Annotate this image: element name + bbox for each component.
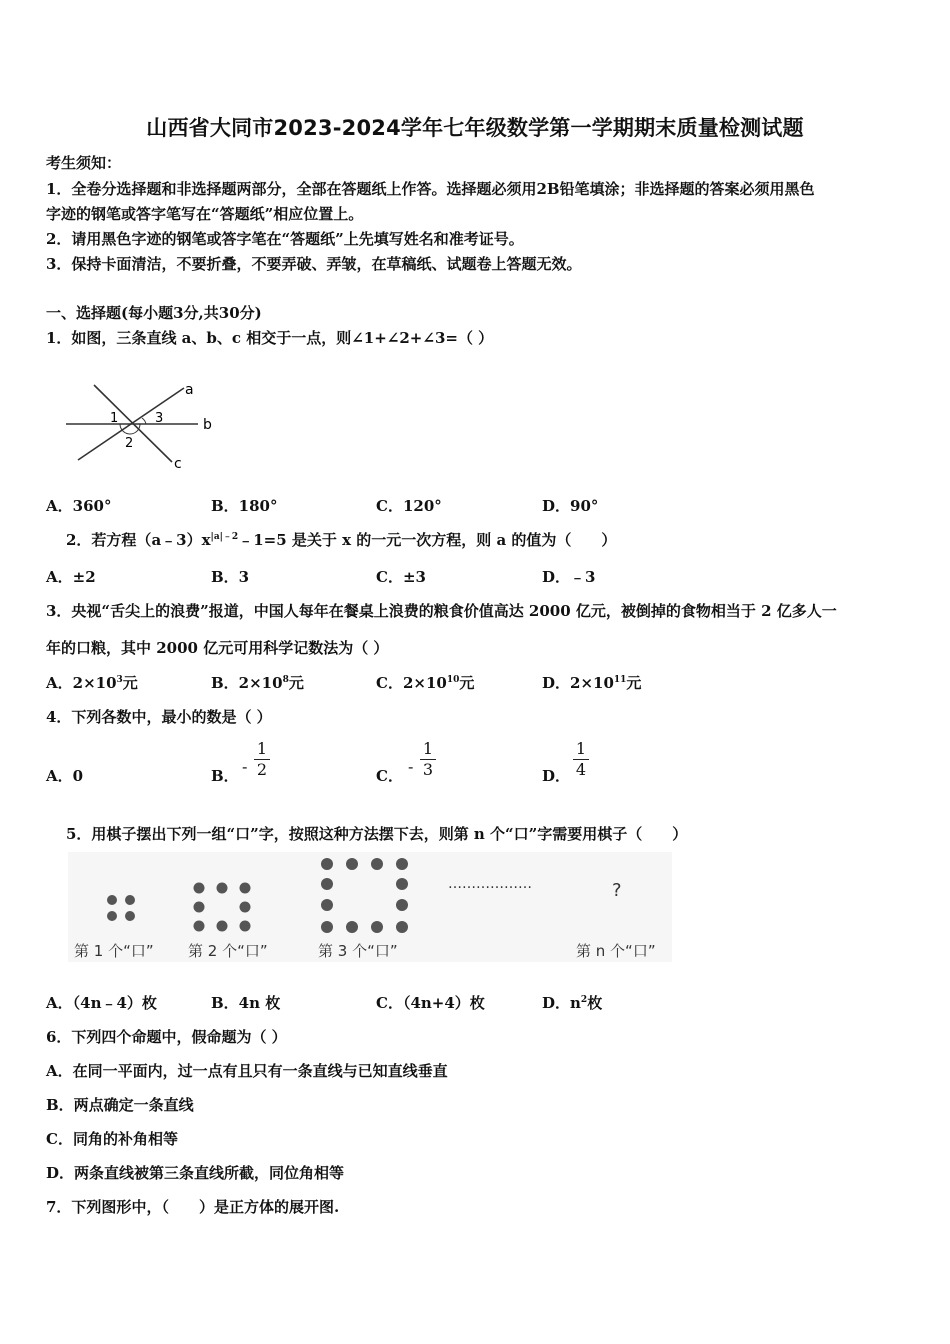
q5-stem: 5．用棋子摆出下列一组“口”字，按照这种方法摆下去，则第 n 个“口”字需要用棋子（ ） [66,825,688,843]
q3-a-unit: 元 [122,674,138,692]
q4-d-fraction [573,740,589,779]
figure-label-2: 第 2 个“口” [188,942,268,960]
q3-stem-line1: 3．央视“舌尖上的浪费”报道，中国人每年在餐桌上浪费的粮食价值高达 2000 亿元，被倒掉的食物相当于 2 亿多人一 [46,602,837,620]
q4-option-d-label: D． [542,767,571,785]
q3-stem-line2: 年的口粮，其中 2000 亿元可用科学记数法为（ ） [46,639,389,657]
q5-d-unit: 枚 [587,994,603,1012]
q4-option-c-label: C． [376,767,403,785]
label-angle-1: 1 [110,411,119,426]
q3-c-exp: 10 [446,675,460,685]
q5-option-c: C．（4n+4）枚 [376,994,485,1012]
q6-option-a: A．在同一平面内，过一点有且只有一条直线与已知直线垂直 [46,1062,448,1080]
figure-label-n: 第 n 个“口” [576,942,656,960]
q4-b-numerator: 1 [256,739,268,758]
q3-c-unit: 元 [459,674,475,692]
q1-stem: 1．如图，三条直线 a、b、c 相交于一点，则∠1+∠2+∠3=（ ） [46,329,494,347]
q3-option-c [376,672,474,693]
q2-stem-post: ﹣1=5 是关于 x 的一元一次方程，则 a 的值为（ ） [238,531,617,549]
label-angle-3: 3 [155,411,164,426]
q4-c-denominator: 3 [422,760,434,779]
q3-option-d [542,672,641,693]
q1-option-a: A．360° [46,497,112,515]
q4-b-denominator: 2 [256,760,268,779]
q3-option-a [46,672,138,693]
q4-stem: 4．下列各数中，最小的数是（ ） [46,708,272,726]
notice-heading: 考生须知： [46,154,122,172]
q4-c-minus: - [408,757,414,776]
q6-stem: 6．下列四个命题中，假命题为（ ） [46,1028,287,1046]
q3-a-base: A．2×10 [46,674,117,692]
q4-d-numerator: 1 [575,739,587,758]
q5-figure-chess-pieces [68,852,672,962]
q7-stem: 7．下列图形中，（ ）是正方体的展开图. [46,1198,340,1216]
q3-d-unit: 元 [626,674,642,692]
notice-item: 3．保持卡面清洁，不要折叠，不要弄破、弄皱，在草稿纸、试题卷上答题无效。 [46,255,582,273]
q4-c-numerator: 1 [422,739,434,758]
q2-option-b: B．3 [211,568,250,586]
q2-stem-pre: 2．若方程（a﹣3）x [66,531,211,549]
q4-option-b-label: B． [211,767,239,785]
q5-option-d [542,992,602,1013]
q2-exponent: |a|﹣2 [210,532,239,542]
q1-option-c: C．120° [376,497,442,515]
q5-option-b: B．4n 枚 [211,994,281,1012]
q3-option-b [211,672,304,693]
q2-option-c: C．±3 [376,568,426,586]
q2-option-d: D．﹣3 [542,568,596,586]
q2-stem [66,529,616,550]
q3-b-unit: 元 [288,674,304,692]
figure-label-1: 第 1 个“口” [74,942,154,960]
notice-item: 1．全卷分选择题和非选择题两部分，全部在答题纸上作答。选择题必须用2B铅笔填涂；非选择题的答案必须用黑色 [46,180,815,198]
q1-option-d: D．90° [542,497,599,515]
q3-d-base: D．2×10 [542,674,614,692]
q2-option-a: A．±2 [46,568,96,586]
q5-d-exp: 2 [580,995,588,1005]
figure-label-3: 第 3 个“口” [318,942,398,960]
q1-option-b: B．180° [211,497,278,515]
q6-option-c: C．同角的补角相等 [46,1130,178,1148]
page-title: 山西省大同市2023-2024学年七年级数学第一学期期末质量检测试题 [146,116,804,140]
q3-a-exp: 3 [116,675,123,685]
q6-option-b: B．两点确定一条直线 [46,1096,194,1114]
section-heading: 一、选择题(每小题3分,共30分) [46,304,262,322]
label-angle-2: 2 [125,436,134,451]
q4-c-fraction [420,740,436,779]
q3-c-base: C．2×10 [376,674,447,692]
figure-ellipsis: ……………… [448,876,532,892]
q5-option-a: A．（4n﹣4）枚 [46,994,157,1012]
q6-option-d: D．两条直线被第三条直线所截，同位角相等 [46,1164,345,1182]
label-a: a [185,382,194,398]
label-b: b [203,417,212,433]
q3-b-exp: 8 [282,675,289,685]
q3-d-exp: 11 [613,675,627,685]
q4-b-minus: - [242,757,248,776]
notice-item: 字迹的钢笔或答字笔写在“答题纸”相应位置上。 [46,205,364,223]
q4-option-a: A．0 [46,767,84,785]
angle-3-arc [142,418,146,424]
q3-b-base: B．2×10 [211,674,283,692]
q5-d-base: D．n [542,994,581,1012]
notice-item: 2．请用黑色字迹的钢笔或答字笔在“答题纸”上先填写姓名和准考证号。 [46,230,524,248]
q4-b-fraction [254,740,270,779]
label-c: c [174,456,182,472]
q1-figure-three-lines [62,376,222,472]
figure-question-mark: ? [612,880,622,901]
q4-d-denominator: 4 [575,760,587,779]
